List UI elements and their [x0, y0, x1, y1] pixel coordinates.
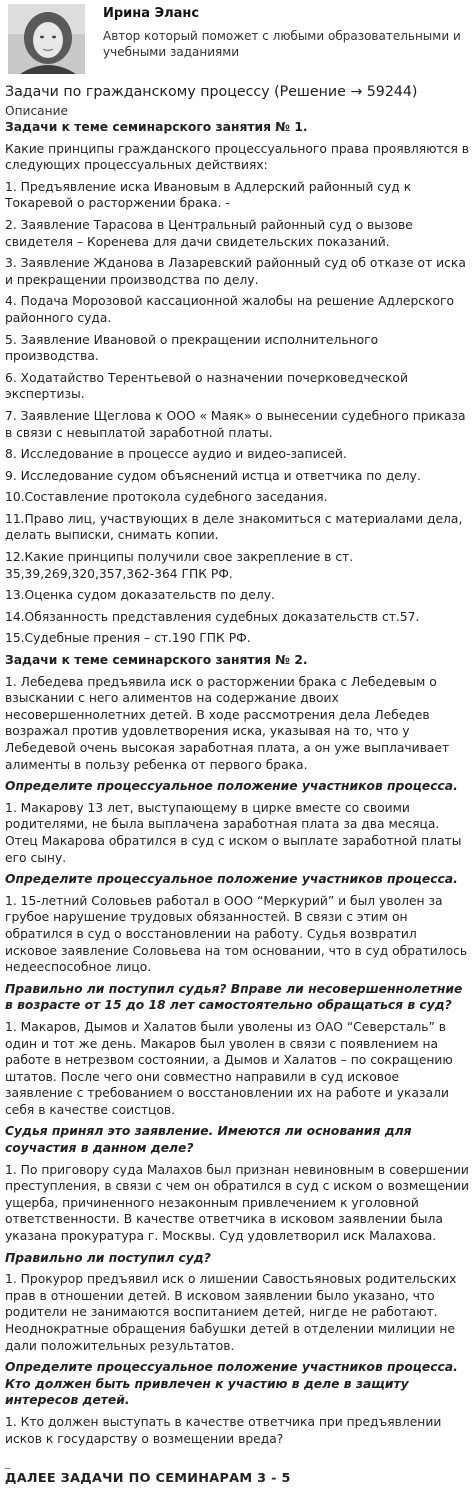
- task-paragraph: 2. Заявление Тарасова в Центральный районный суд о вызове свидетеля – Коренева для дачи свидетельских показаний.: [5, 217, 413, 249]
- task-question: Определите процессуальное положение участников процесса.: [5, 779, 458, 794]
- seminar-heading: Задачи к теме семинарского занятия № 2.: [5, 653, 308, 668]
- task-paragraph: 14.Обязанность представления судебных доказательств ст.57.: [5, 609, 420, 624]
- task-paragraph: 6. Ходатайство Терентьевой о назначении почерковедческой экспертизы.: [5, 370, 408, 402]
- continuation-heading: ДАЛЕЕ ЗАДАЧИ ПО СЕМИНАРАМ 3 - 5: [5, 1471, 291, 1487]
- task-question: Определите процессуальное положение участников процесса.: [5, 872, 458, 887]
- author-header: [0, 0, 474, 80]
- main-content: [5, 83, 469, 1488]
- task-paragraph: 13.Оценка судом доказательств по делу.: [5, 588, 275, 603]
- task-paragraph: 1. По приговору суда Малахов был признан невиновным в совершении преступления, в связи с чем он обратился в суд с иском о возмещении ущерба, причиненного незаконным привлечением к уголовной ответственности. В качестве ответчика в исковом заявлении была указана прокуратура г. Москвы. Суд удовлетворил иск Малахова.: [5, 1162, 469, 1244]
- task-paragraph: 15.Судебные прения – ст.190 ГПК РФ.: [5, 631, 251, 646]
- task-paragraph: 1. Прокурор предъявил иск о лишении Савостьяновых родительских прав в отношении детей. В исковом заявлении было указано, что родители не занимаются воспитанием детей, нигде не работают. Неоднократные обращения бабушки детей в отделении милиции не дали положительных результатов.: [5, 1272, 457, 1353]
- description-label: Описание: [5, 104, 69, 118]
- author-name[interactable]: Ирина Эланс: [103, 6, 200, 21]
- task-paragraph: 1. Предъявление иска Ивановым в Адлерский районный суд к Токаревой о расторжении брака. -: [5, 179, 412, 211]
- footer-marker: _: [5, 1456, 11, 1470]
- seminar-heading: Задачи к теме семинарского занятия № 1.: [5, 120, 308, 134]
- task-paragraph: 11.Право лиц, участвующих в деле знакомиться с материалами дела, делать выписки, снимать копии.: [5, 511, 463, 543]
- task-question: Определите процессуальное положение участников процесса. Кто должен быть привлечен к участию в деле в защиту интересов детей.: [5, 1360, 458, 1408]
- page-title: Задачи по гражданскому процессу (Решение → 59244): [5, 84, 418, 100]
- task-paragraph: 5. Заявление Ивановой о прекращении исполнительного производства.: [5, 332, 379, 364]
- task-paragraph: 10.Составление протокола судебного заседания.: [5, 490, 328, 505]
- task-question: Судья принял это заявление. Имеются ли основания для соучастия в данном деле?: [5, 1124, 412, 1156]
- task-paragraph: 8. Исследование в процессе аудио и видео-записей.: [5, 447, 347, 462]
- author-description: Автор который поможет с любыми образовательными и учебными заданиями: [103, 29, 461, 59]
- task-paragraph: 1. Макарову 13 лет, выступающему в цирке вместе со своими родителями, не была выплачена заработная плата за два месяца. Отец Макарова обратился в суд с иском о выплате заработной платы его сыну.: [5, 800, 462, 865]
- task-question: Правильно ли поступил судья? Вправе ли несовершеннолетние в возрасте от 15 до 18 лет самостоятельно обращаться в суд?: [5, 981, 463, 1013]
- task-paragraph: 4. Подача Морозовой кассационной жалобы на решение Адлерского районного суда.: [5, 294, 454, 325]
- task-paragraph: 9. Исследование судом объяснений истца и ответчика по делу.: [5, 468, 421, 483]
- task-paragraph: Какие принципы гражданского процессуального права проявляются в следующих процессуальных действиях:: [5, 141, 469, 173]
- author-photo: [8, 4, 85, 74]
- task-paragraph: 1. Лебедева предъявила иск о расторжении брака с Лебедевым о взыскании с него алиментов на содержание двоих несовершеннолетних детей. В ходе рассмотрения дела Лебедев возражал против удовлетворения иска, указывая на то, что у Лебедевой очень высокая заработная плата, а он уже выплачивает алименты в пользу ребенка от первого брака.: [5, 674, 450, 772]
- task-question: Правильно ли поступил суд?: [5, 1250, 211, 1265]
- task-paragraph: 7. Заявление Щеглова к ООО « Маяк» о вынесении судебного приказа в связи с невыплатой заработной платы.: [5, 408, 466, 440]
- author-avatar[interactable]: [8, 4, 85, 74]
- task-paragraph: 1. Макаров, Дымов и Халатов были уволены из ОАО “Северсталь” в один и тот же день. Макаров был уволен в связи с появлением на работе в нетрезвом состоянии, а Дымов и Халатов – по сокращению штатов. После чего они совместно направили в суд исковое заявление с требованием о восстановлении их на работе и указали себя в качестве соистцов.: [5, 1019, 453, 1117]
- task-paragraph: 3. Заявление Жданова в Лазаревский районный суд об отказе от иска и прекращении производства по делу.: [5, 256, 466, 287]
- task-list: [5, 119, 469, 1447]
- task-paragraph: 12.Какие принципы получили свое закрепление в ст. 35,39,269,320,357,362-364 ГПК РФ.: [5, 550, 354, 581]
- task-paragraph: 1. Кто должен выступать в качестве ответчика при предъявлении исков к государству о возмещении вреда?: [5, 1414, 442, 1446]
- task-paragraph: 1. 15-летний Соловьев работал в ООО “Меркурий” и был уволен за грубое нарушение трудовых обязанностей. В связи с этим он обратился в суд о восстановлении на работу. Судья возвратил исковое заявление Соловьева на том основании, что в суд обратилось недееспособное лицо.: [5, 893, 468, 975]
